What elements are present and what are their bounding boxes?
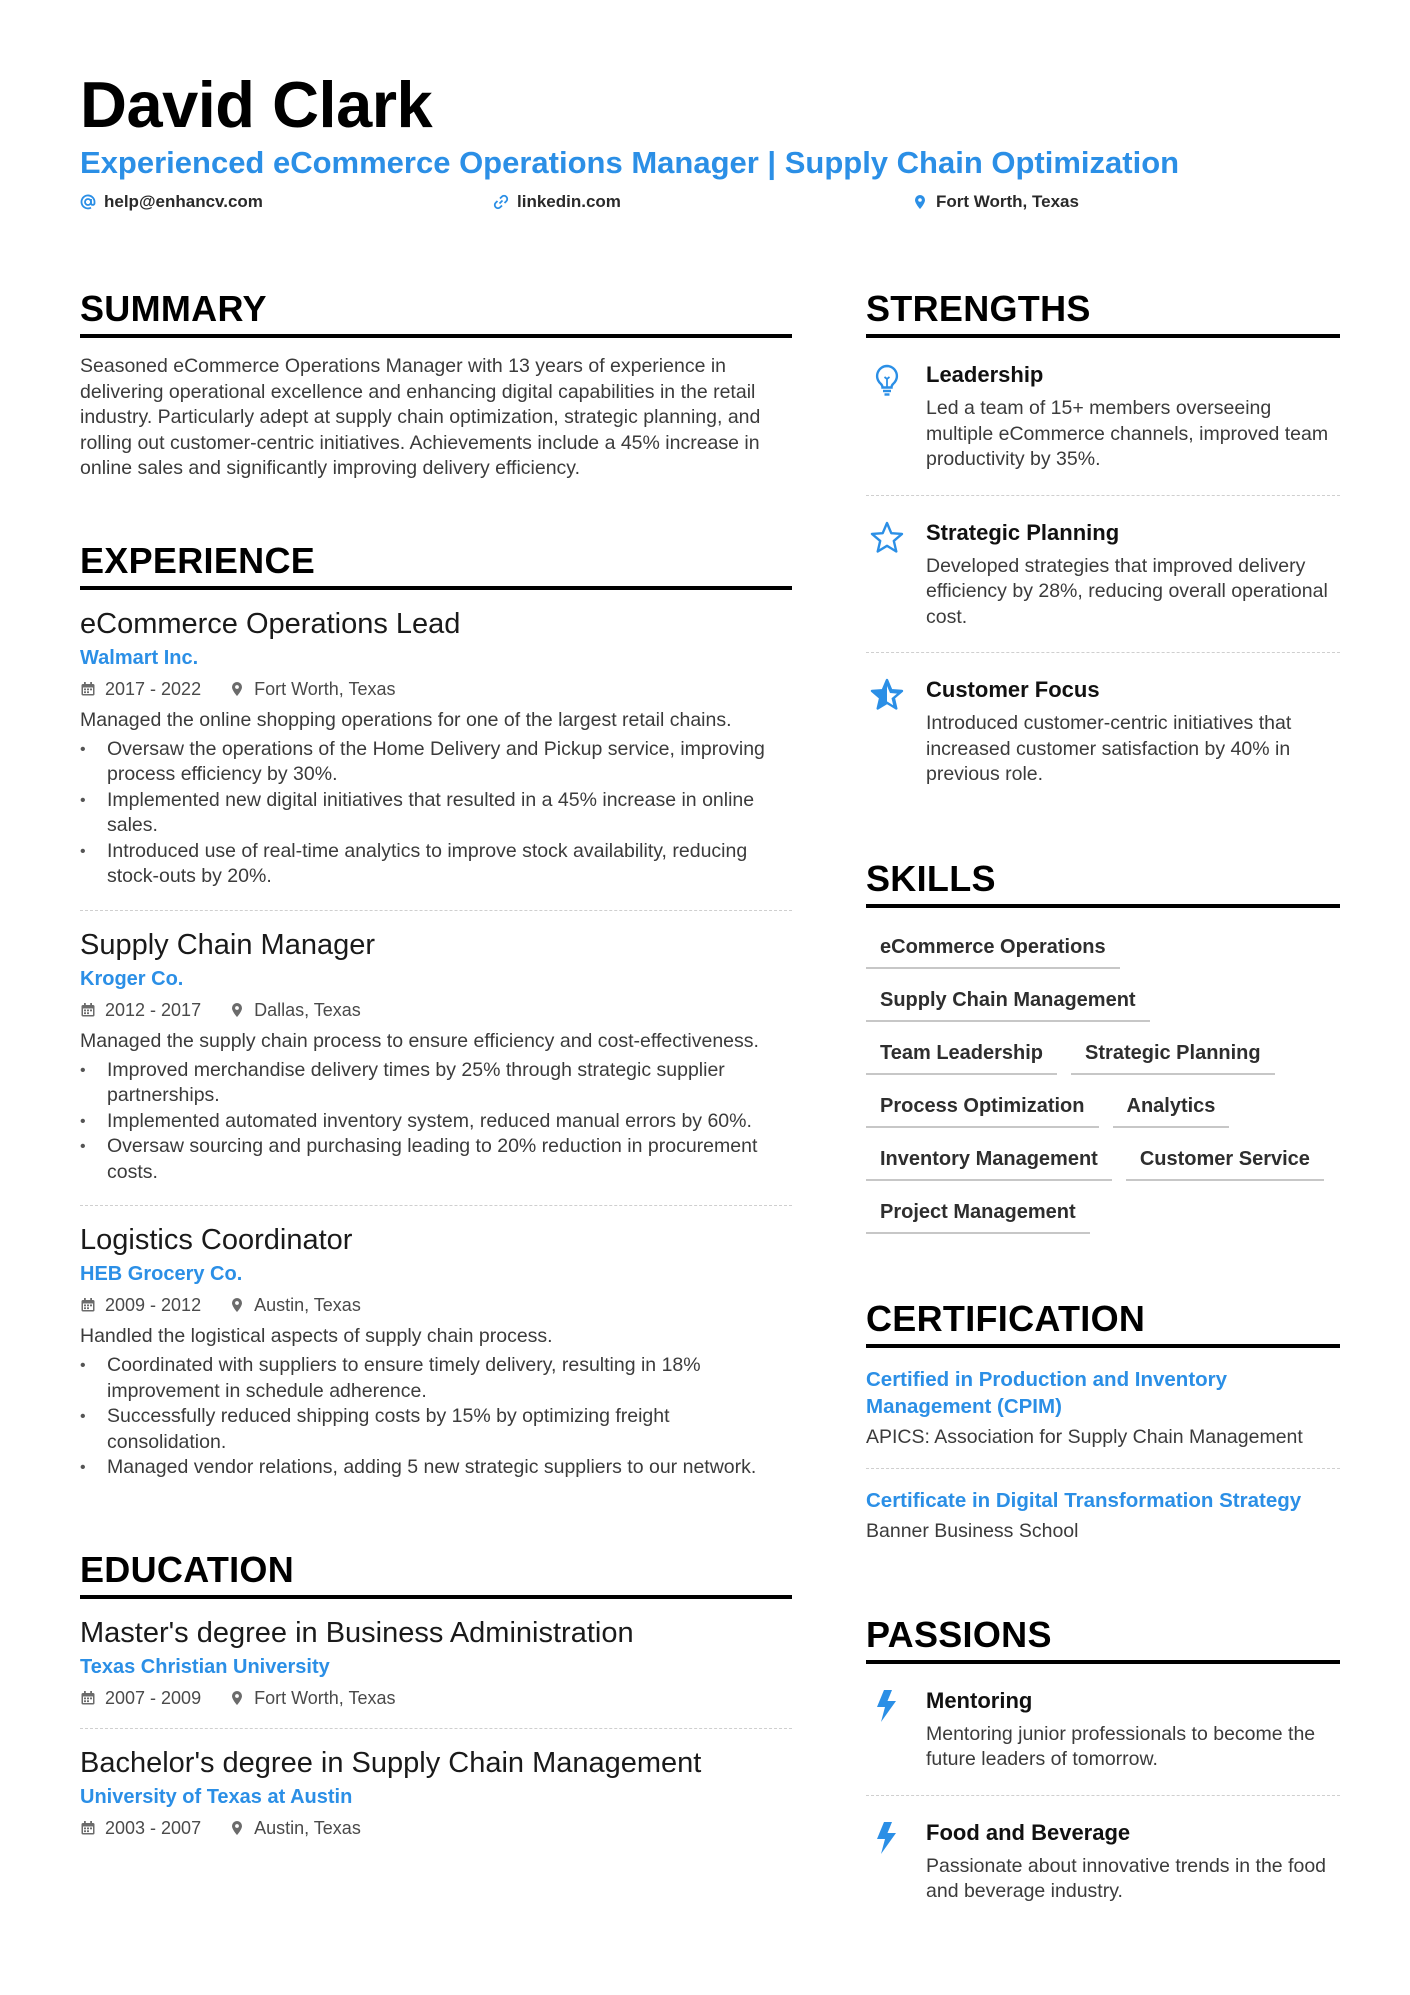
company-name[interactable]: Walmart Inc.: [80, 646, 199, 669]
link-icon: [493, 194, 509, 210]
summary-heading: SUMMARY: [80, 286, 792, 338]
date-text: 2017 - 2022: [105, 678, 202, 699]
linkedin-text: linkedin.com: [517, 192, 621, 211]
strengths-title: Customer Focus: [926, 677, 1100, 702]
location: [229, 1814, 361, 1842]
date-range: [80, 1291, 201, 1319]
calendar-icon: [80, 681, 96, 697]
experience-section: [80, 538, 792, 1501]
calendar-icon: [80, 1820, 96, 1836]
achievement-list: [80, 1353, 792, 1481]
location-text: Fort Worth, Texas: [254, 678, 396, 699]
strengths-text: [926, 518, 1340, 631]
certification-heading: CERTIFICATION: [866, 1296, 1340, 1348]
map-pin-icon: [229, 1820, 245, 1836]
experience-heading: EXPERIENCE: [80, 538, 792, 590]
meta-row: [80, 1291, 792, 1319]
job-title: Supply Chain Manager: [80, 928, 376, 961]
lightning-bolt-icon: [866, 1818, 908, 1905]
strengths-text: [926, 360, 1340, 473]
map-pin-icon: [229, 1690, 245, 1706]
date-text: 2007 - 2009: [105, 1687, 202, 1708]
map-pin-icon: [229, 1297, 245, 1313]
certification-entry: [866, 1348, 1340, 1469]
skill-tag: Team Leadership: [866, 1036, 1057, 1075]
certification-issuer: Banner Business School: [866, 1519, 1079, 1542]
achievement-item: • Implemented automated inventory system, reduced manual errors by 60%.: [80, 1109, 792, 1135]
skills-heading: SKILLS: [866, 856, 1340, 908]
skill-tag: Project Management: [866, 1195, 1090, 1234]
passions-section: [866, 1612, 1340, 1927]
location-text: Dallas, Texas: [254, 999, 361, 1020]
achievement-item: • Oversaw sourcing and purchasing leading to 20% reduction in procurement costs.: [80, 1134, 792, 1185]
summary-section: [80, 286, 792, 482]
experience-entry: [80, 1206, 792, 1501]
achievement-item: • Successfully reduced shipping costs by 15% by optimizing freight consolidation.: [80, 1404, 792, 1455]
meta-row: [80, 996, 792, 1024]
map-pin-icon: [912, 194, 928, 210]
strengths-title: Leadership: [926, 362, 1044, 387]
passions-description: Passionate about innovative trends in the food and beverage industry.: [926, 1854, 1327, 1902]
strengths-description: Introduced customer-centric initiatives that increased customer satisfaction by 40% in previous role.: [926, 712, 1292, 785]
passions-text: [926, 1686, 1340, 1773]
strengths-list: [866, 338, 1340, 810]
skill-tag: Analytics: [1113, 1089, 1230, 1128]
passions-item: [866, 1796, 1340, 1927]
strengths-item: [866, 653, 1340, 810]
passions-item: [866, 1664, 1340, 1796]
candidate-headline: Experienced eCommerce Operations Manager | Supply Chain Optimization: [80, 145, 1180, 180]
date-text: 2009 - 2012: [105, 1295, 202, 1315]
certification-title[interactable]: Certified in Production and Inventory Management (CPIM): [866, 1367, 1228, 1418]
location: [229, 1684, 395, 1712]
education-entry: [80, 1599, 792, 1729]
date-range: [80, 1684, 201, 1712]
achievement-item: • Managed vendor relations, adding 5 new strategic suppliers to our network.: [80, 1455, 792, 1481]
job-description: Handled the logistical aspects of supply chain process.: [80, 1325, 553, 1347]
experience-entry: [80, 911, 792, 1207]
school-name[interactable]: University of Texas at Austin: [80, 1785, 353, 1808]
passions-text: [926, 1818, 1340, 1905]
strengths-description: Led a team of 15+ members overseeing multiple eCommerce channels, improved team productivity by 35%.: [926, 397, 1329, 470]
summary-text: Seasoned eCommerce Operations Manager with 13 years of experience in delivering operational excellence and enhancing digital capabilities in the retail industry. Particularly adept at supply chain optimization, strategic planning, and rolling out customer-centric initiatives. Achievements include a 45% increase in online sales and significantly improving delivery efficiency.: [80, 355, 761, 479]
date-text: 2012 - 2017: [105, 999, 202, 1020]
certification-issuer: APICS: Association for Supply Chain Management: [866, 1425, 1303, 1448]
lightning-bolt-icon: [866, 1686, 908, 1773]
meta-row: [80, 1814, 792, 1842]
education-section: [80, 1547, 792, 1858]
strengths-description: Developed strategies that improved delivery efficiency by 28%, reducing overall operational cost.: [926, 554, 1328, 628]
degree-title: Bachelor's degree in Supply Chain Management: [80, 1746, 702, 1779]
contact-email[interactable]: [80, 192, 263, 212]
email-text: help@enhancv.com: [104, 192, 263, 211]
job-description: Managed the online shopping operations for one of the largest retail chains.: [80, 708, 732, 731]
passions-heading: PASSIONS: [866, 1612, 1340, 1664]
contact-linkedin[interactable]: [493, 192, 621, 212]
passions-title: Mentoring: [926, 1687, 1033, 1713]
skill-tag: Strategic Planning: [1071, 1036, 1275, 1075]
calendar-icon: [80, 1002, 96, 1018]
education-entry: [80, 1729, 792, 1858]
achievement-item: • Oversaw the operations of the Home Delivery and Pickup service, improving process efficiency by 30%.: [80, 737, 792, 788]
experience-entry: [80, 590, 792, 911]
skill-tag: Process Optimization: [866, 1089, 1099, 1128]
education-heading: EDUCATION: [80, 1547, 792, 1599]
location-text: Fort Worth, Texas: [254, 1687, 396, 1708]
certification-list: [866, 1348, 1340, 1562]
star-outline-icon: [866, 518, 908, 631]
job-title: eCommerce Operations Lead: [80, 607, 461, 640]
skills-section: [866, 856, 1340, 1234]
resume-header: [80, 68, 1340, 222]
company-name[interactable]: Kroger Co.: [80, 967, 184, 990]
contact-row: [80, 192, 1340, 222]
school-name[interactable]: Texas Christian University: [80, 1655, 330, 1678]
map-pin-icon: [229, 681, 245, 697]
passions-description: Mentoring junior professionals to become the future leaders of tomorrow.: [926, 1722, 1316, 1770]
experience-list: [80, 590, 792, 1501]
passions-title: Food and Beverage: [926, 1819, 1131, 1845]
location-text: Austin, Texas: [254, 1817, 361, 1838]
strengths-section: [866, 286, 1340, 810]
at-sign-icon: [80, 194, 96, 210]
certification-entry: [866, 1469, 1340, 1562]
degree-title: Master's degree in Business Administration: [80, 1616, 634, 1649]
education-list: [80, 1599, 792, 1858]
achievement-item: • Introduced use of real-time analytics to improve stock availability, reducing stock-outs by 20%.: [80, 839, 792, 890]
achievement-list: [80, 1058, 792, 1186]
left-column: [80, 286, 792, 1914]
achievement-item: • Coordinated with suppliers to ensure timely delivery, resulting in 18% improvement in schedule adherence.: [80, 1353, 792, 1404]
location: [229, 675, 395, 703]
passions-list: [866, 1664, 1340, 1927]
date-text: 2003 - 2007: [105, 1817, 202, 1838]
location: [229, 996, 361, 1024]
date-range: [80, 1814, 201, 1842]
meta-row: [80, 1684, 792, 1712]
date-range: [80, 996, 201, 1024]
skill-tag: Customer Service: [1126, 1142, 1324, 1181]
job-title: Logistics Coordinator: [80, 1224, 353, 1256]
achievement-item: • Implemented new digital initiatives that resulted in a 45% increase in online sales.: [80, 788, 792, 839]
strengths-title: Strategic Planning: [926, 519, 1120, 545]
meta-row: [80, 675, 792, 703]
location-text: Fort Worth, Texas: [936, 192, 1079, 211]
strengths-item: [866, 338, 1340, 496]
right-column: [866, 286, 1340, 1983]
certification-title[interactable]: Certificate in Digital Transformation Strategy: [866, 1488, 1302, 1512]
lightbulb-icon: [866, 360, 908, 473]
location-text: Austin, Texas: [254, 1295, 361, 1315]
achievement-list: [80, 737, 792, 890]
skill-tag: Inventory Management: [866, 1142, 1112, 1181]
candidate-name: David Clark: [80, 68, 433, 141]
skill-tag: eCommerce Operations: [866, 930, 1120, 969]
company-name[interactable]: HEB Grocery Co.: [80, 1263, 243, 1285]
location: [229, 1291, 361, 1319]
strengths-heading: STRENGTHS: [866, 286, 1340, 338]
map-pin-icon: [229, 1002, 245, 1018]
strengths-text: [926, 675, 1340, 788]
calendar-icon: [80, 1297, 96, 1313]
strengths-item: [866, 496, 1340, 654]
certification-section: [866, 1296, 1340, 1562]
date-range: [80, 675, 201, 703]
contact-location: [912, 192, 1079, 212]
calendar-icon: [80, 1690, 96, 1706]
job-description: Managed the supply chain process to ensure efficiency and cost-effectiveness.: [80, 1029, 759, 1052]
skills-list: [866, 930, 1340, 1234]
achievement-item: • Improved merchandise delivery times by 25% through strategic supplier partnerships.: [80, 1058, 792, 1109]
star-half-icon: [866, 675, 908, 788]
skill-tag: Supply Chain Management: [866, 983, 1150, 1022]
